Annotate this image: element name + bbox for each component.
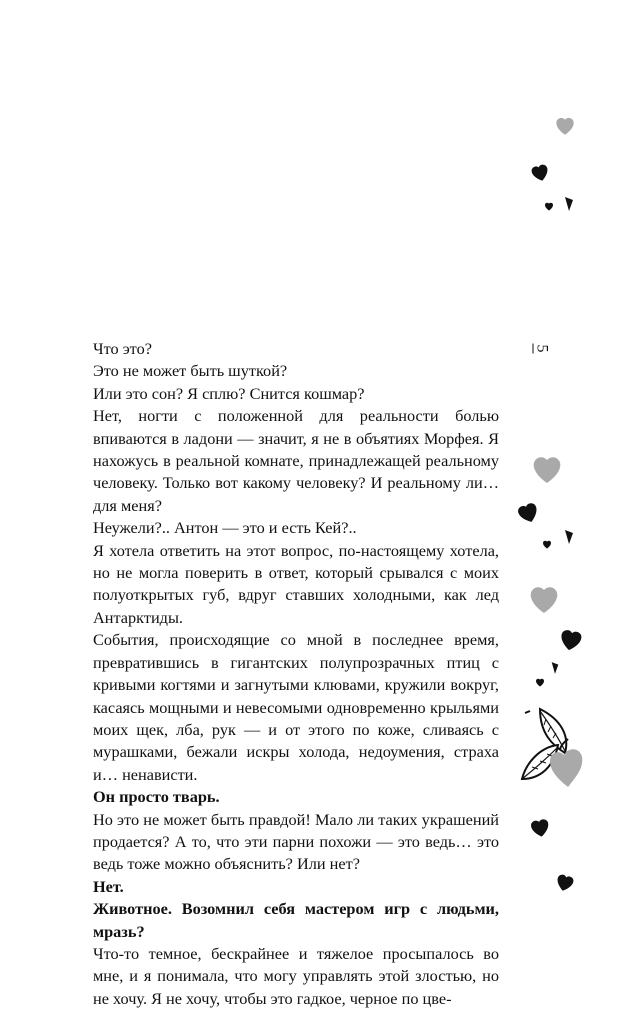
heart-black-icon [514, 498, 542, 526]
heart-gray-icon [552, 112, 578, 138]
paragraph-5: Неужели?.. Антон — это и есть Кей?.. [93, 518, 357, 538]
heart-small-black-icon [541, 538, 553, 550]
paragraph-11: Животное. Возомнил себя мастером игр с людьми, мразь? [93, 899, 499, 941]
paragraph-3: Или это сон? Я сплю? Снится кошмар? [93, 383, 365, 403]
paragraph-8: Он просто тварь. [93, 787, 220, 807]
paragraph-10: Нет. [93, 876, 124, 896]
petal-black-icon [563, 530, 575, 544]
heart-black-icon [556, 624, 586, 654]
paragraph-6: Я хотела ответить на этот вопрос, по-настоящему хотела, но не могла поверить в ответ, который срывался с моих полуоткрытых губ, вдруг ставших холодными, как лед Антарктиды. [93, 540, 499, 627]
page-number: 5 [533, 344, 551, 353]
petal-black-icon [563, 197, 575, 211]
main-text [93, 338, 499, 1010]
paragraph-2: Это не может быть шуткой? [93, 361, 288, 381]
paragraph-1: Что это? [93, 339, 152, 358]
petal-black-icon [550, 662, 560, 674]
heart-small-black-icon [534, 676, 546, 688]
heart-black-icon [528, 160, 552, 184]
paragraph-7: События, происходящие со мной в последнее время, превратившись в гигантских полупрозрачных птиц с кривыми когтями и загнутыми клювами, кружили вокруг, касаясь мощными и невесомыми одновременно крыльями моих щек, лба, рук — и от этого по коже, сливаясь с мурашками, бежали искры холода, недоумения, страха и… ненависти. [93, 630, 499, 784]
heart-gray-icon [524, 578, 564, 618]
leaf-hearts-ornament-icon [510, 705, 600, 790]
paragraph-9: Но это не может быть правдой! Мало ли таких украшений продается? А то, что эти парни похожи — это ведь… это ведь тоже можно объяснить? Или нет? [93, 809, 499, 874]
heart-small-black-icon [543, 200, 555, 212]
heart-black-icon [527, 814, 553, 840]
heart-gray-icon [527, 448, 567, 488]
paragraph-4: Нет, ногти с положенной для реальности болью впиваются в ладони — значит, я не в объятиях Морфея. Я нахожусь в реальной комнате, принадлежащей реальному человеку. Только вот какому человеку? И реальному ли… для меня? [93, 406, 499, 515]
heart-black-icon [553, 870, 577, 894]
paragraph-12: Что-то темное, бескрайнее и тяжелое просыпалось во мне, и я понимала, что могу управлять этой злостью, но не хочу. Я не хочу, чтобы это гадкое, черное по цве- [93, 943, 499, 1008]
